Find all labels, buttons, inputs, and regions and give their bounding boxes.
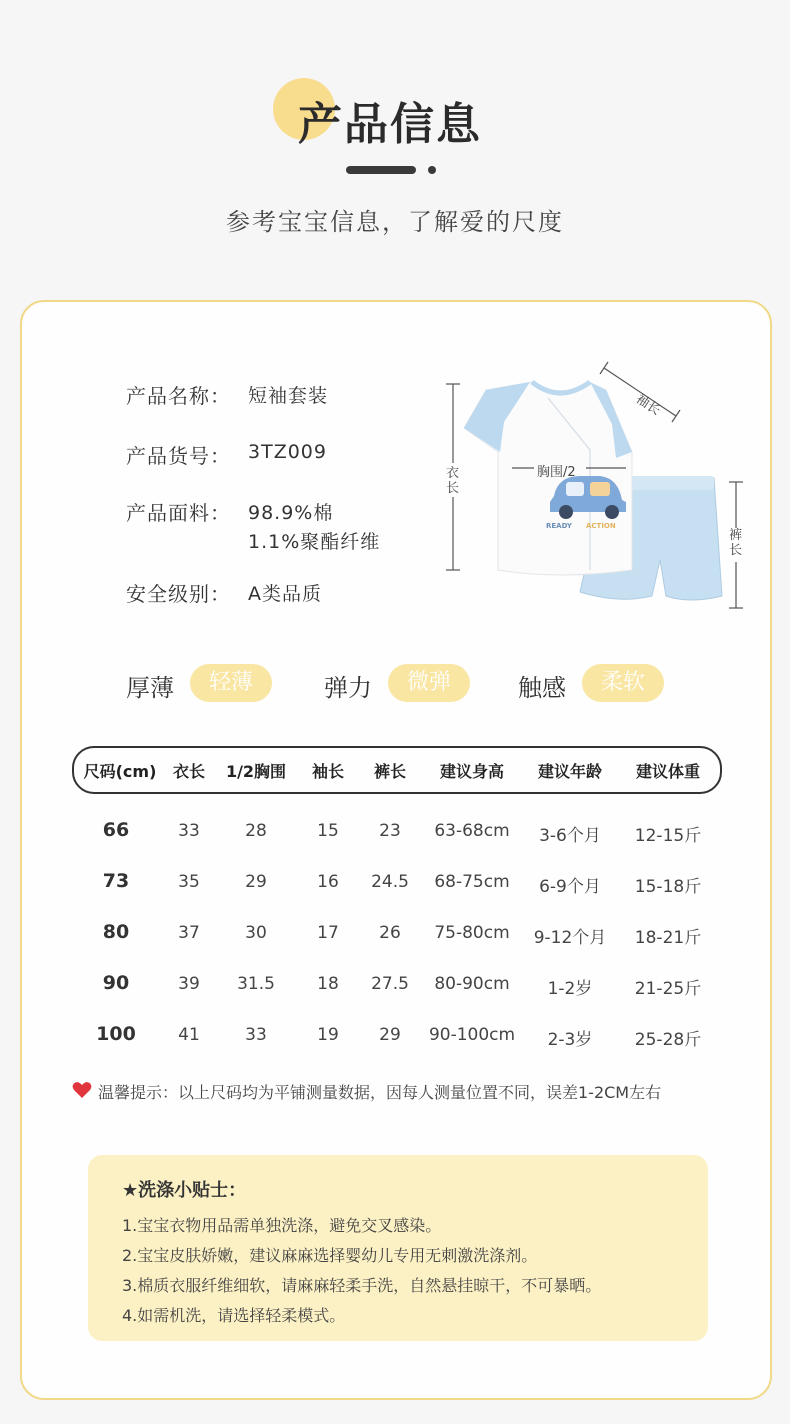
tip-item: 4.如需机洗，请选择轻柔模式。	[122, 1306, 346, 1325]
print-ready-text: READY	[546, 522, 572, 530]
cell-size: 66	[102, 819, 130, 841]
cell-size: 80	[102, 921, 130, 943]
cell-top-length: 37	[178, 923, 200, 943]
cell-pants: 24.5	[371, 872, 409, 892]
top-length-label: 衣长	[446, 466, 460, 496]
cell-size: 90	[102, 972, 130, 994]
title-divider-bar	[346, 166, 416, 174]
safety-value: A类品质	[248, 583, 322, 605]
cell-height: 63-68cm	[434, 821, 510, 841]
cell-top-length: 41	[178, 1025, 200, 1045]
cell-pants: 23	[379, 821, 401, 841]
cell-age: 3-6个月	[539, 826, 601, 846]
th-weight: 建议体重	[635, 762, 701, 781]
garment-diagram	[440, 360, 760, 620]
cell-half-chest: 33	[245, 1025, 267, 1045]
fabric-value-1: 98.9%棉	[248, 502, 334, 524]
print-action-text: ACTION	[586, 522, 616, 530]
size-note: 温馨提示：以上尺码均为平铺测量数据，因每人测量位置不同，误差1-2CM左右	[98, 1083, 662, 1102]
cell-pants: 27.5	[371, 974, 409, 994]
th-height: 建议身高	[439, 762, 505, 781]
attr-thickness-label: 厚薄	[126, 674, 174, 702]
name-value: 短袖套装	[248, 385, 329, 407]
cell-sleeve: 19	[317, 1025, 339, 1045]
cell-age: 2-3岁	[547, 1030, 593, 1050]
heart-icon	[72, 1081, 92, 1099]
washing-tips-title: ★洗涤小贴士：	[122, 1180, 247, 1201]
cell-sleeve: 18	[317, 974, 339, 994]
cell-weight: 18-21斤	[634, 928, 702, 948]
attr-feel-value: 柔软	[582, 664, 664, 702]
cell-weight: 12-15斤	[634, 826, 702, 846]
tip-item: 1.宝宝衣物用品需单独洗涤，避免交叉感染。	[122, 1216, 442, 1235]
name-label: 产品名称：	[126, 384, 231, 408]
safety-label: 安全级别：	[126, 582, 231, 606]
cell-size: 73	[102, 870, 130, 892]
attr-elasticity-label: 弹力	[324, 674, 372, 702]
cell-top-length: 33	[178, 821, 200, 841]
cell-sleeve: 15	[317, 821, 339, 841]
pants-length-label: 裤长	[729, 528, 743, 558]
cell-height: 80-90cm	[434, 974, 510, 994]
cell-height: 90-100cm	[428, 1025, 516, 1045]
cell-age: 1-2岁	[547, 979, 593, 999]
cell-height: 75-80cm	[434, 923, 510, 943]
sku-label: 产品货号：	[126, 444, 231, 468]
page-title: 产品信息	[298, 99, 482, 150]
chest-label: 胸围/2	[537, 465, 576, 480]
cell-half-chest: 28	[245, 821, 267, 841]
cell-top-length: 39	[178, 974, 200, 994]
cell-weight: 21-25斤	[634, 979, 702, 999]
th-size: 尺码(cm)	[83, 762, 157, 781]
cell-age: 6-9个月	[539, 877, 601, 897]
cell-sleeve: 16	[317, 872, 339, 892]
fabric-label: 产品面料：	[126, 501, 231, 525]
th-sleeve: 袖长	[311, 762, 345, 781]
th-pants: 裤长	[373, 762, 407, 781]
cell-half-chest: 31.5	[237, 974, 275, 994]
cell-half-chest: 30	[245, 923, 267, 943]
tip-item: 3.棉质衣服纤维细软，请麻麻轻柔手洗，自然悬挂晾干，不可暴晒。	[122, 1276, 602, 1295]
cell-sleeve: 17	[317, 923, 339, 943]
cell-height: 68-75cm	[434, 872, 510, 892]
sku-value: 3TZ009	[248, 441, 327, 463]
cell-weight: 25-28斤	[634, 1030, 702, 1050]
attr-feel-label: 触感	[518, 674, 566, 702]
tip-item: 2.宝宝皮肤娇嫩，建议麻麻选择婴幼儿专用无刺激洗涤剂。	[122, 1246, 538, 1265]
cell-half-chest: 29	[245, 872, 267, 892]
cell-pants: 26	[379, 923, 401, 943]
page-subtitle: 参考宝宝信息，了解爱的尺度	[226, 208, 564, 236]
cell-weight: 15-18斤	[634, 877, 702, 897]
fabric-value-2: 1.1%聚酯纤维	[248, 531, 381, 553]
cell-age: 9-12个月	[533, 928, 607, 948]
attr-thickness-value: 轻薄	[190, 664, 272, 702]
sleeve-length-label: 袖长	[632, 391, 663, 419]
cell-top-length: 35	[178, 872, 200, 892]
title-divider-dot	[428, 166, 436, 174]
attr-elasticity-value: 微弹	[388, 664, 470, 702]
cell-size: 100	[96, 1023, 136, 1045]
cell-pants: 29	[379, 1025, 401, 1045]
th-top-length: 衣长	[172, 762, 206, 781]
th-half-chest: 1/2胸围	[225, 762, 287, 781]
th-age: 建议年龄	[537, 762, 603, 781]
